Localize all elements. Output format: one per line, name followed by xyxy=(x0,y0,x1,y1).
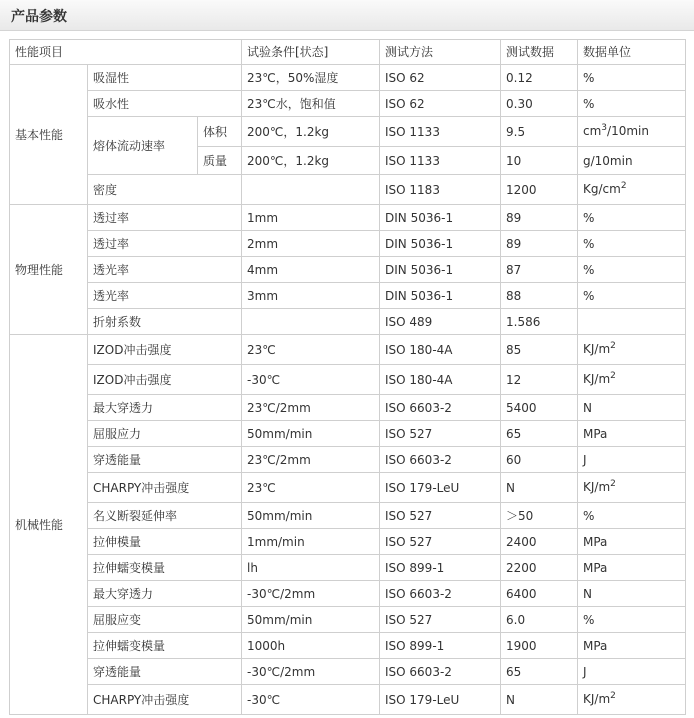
test-value: 89 xyxy=(501,231,578,257)
data-unit: MPa xyxy=(578,529,686,555)
data-unit: $KJ/m^2$ xyxy=(578,365,686,395)
test-value: 0.12 xyxy=(501,65,578,91)
test-condition: 50mm/min xyxy=(242,607,380,633)
test-condition: 1mm/min xyxy=(242,529,380,555)
item-name: IZOD冲击强度 xyxy=(88,365,242,395)
item-name: 折射系数 xyxy=(88,309,242,335)
item-name: 最大穿透力 xyxy=(88,581,242,607)
test-condition: -30℃/2mm xyxy=(242,581,380,607)
unit-superscript: 2 xyxy=(610,690,616,701)
table-row xyxy=(10,633,686,659)
test-value: 88 xyxy=(501,283,578,309)
test-value: N xyxy=(501,473,578,503)
test-condition: 50mm/min xyxy=(242,421,380,447)
test-condition xyxy=(242,309,380,335)
data-unit: % xyxy=(578,283,686,309)
test-value: 60 xyxy=(501,447,578,473)
item-name: CHARPY冲击强度 xyxy=(88,473,242,503)
item-name: 最大穿透力 xyxy=(88,395,242,421)
table-row xyxy=(10,365,686,395)
table-row xyxy=(10,283,686,309)
table-row xyxy=(10,309,686,335)
test-value: 2200 xyxy=(501,555,578,581)
unit-superscript: 2 xyxy=(610,370,616,381)
test-method: ISO 489 xyxy=(380,309,501,335)
item-name: 透过率 xyxy=(88,205,242,231)
test-condition: -30℃/2mm xyxy=(242,659,380,685)
unit-superscript: 2 xyxy=(620,180,627,191)
item-name: 透过率 xyxy=(88,231,242,257)
table-row xyxy=(10,529,686,555)
test-condition: 200℃，1.2kg xyxy=(242,147,380,175)
test-method: ISO 1133 xyxy=(380,147,501,175)
item-subname: 体积 xyxy=(198,117,242,147)
test-method: ISO 1183 xyxy=(380,175,501,205)
test-value: 85 xyxy=(501,335,578,365)
header-cell: 测试方法 xyxy=(380,40,501,65)
test-condition: 1mm xyxy=(242,205,380,231)
test-method: ISO 180-4A xyxy=(380,335,501,365)
item-name: 熔体流动速率 xyxy=(88,117,198,175)
test-method: ISO 6603-2 xyxy=(380,581,501,607)
table-row xyxy=(10,555,686,581)
item-name: 穿透能量 xyxy=(88,659,242,685)
test-method: ISO 179-LeU xyxy=(380,685,501,715)
item-name: IZOD冲击强度 xyxy=(88,335,242,365)
test-condition: 23℃水，饱和值 xyxy=(242,91,380,117)
item-name: 透光率 xyxy=(88,257,242,283)
test-value: 10 xyxy=(501,147,578,175)
data-unit: J xyxy=(578,659,686,685)
item-name: 名义断裂延伸率 xyxy=(88,503,242,529)
test-value: 2400 xyxy=(501,529,578,555)
item-name: 吸湿性 xyxy=(88,65,242,91)
table-row xyxy=(10,395,686,421)
test-method: ISO 899-1 xyxy=(380,555,501,581)
header-item: 性能项目 xyxy=(10,40,242,65)
item-name: 屈服应变 xyxy=(88,607,242,633)
item-name: 透光率 xyxy=(88,283,242,309)
table-row xyxy=(10,685,686,715)
unit-superscript: 2 xyxy=(610,340,616,351)
table-row xyxy=(10,175,686,205)
test-condition: 2mm xyxy=(242,231,380,257)
test-condition: lh xyxy=(242,555,380,581)
data-unit: $KJ/m^2$ xyxy=(578,473,686,503)
section-title: 产品参数 xyxy=(11,9,67,25)
table-row xyxy=(10,447,686,473)
data-unit xyxy=(578,309,686,335)
test-method: ISO 62 xyxy=(380,91,501,117)
data-unit: % xyxy=(578,231,686,257)
table-row xyxy=(10,607,686,633)
item-name: CHARPY冲击强度 xyxy=(88,685,242,715)
test-value: 12 xyxy=(501,365,578,395)
data-unit: % xyxy=(578,65,686,91)
test-condition: 23℃/2mm xyxy=(242,447,380,473)
product-params-table xyxy=(9,39,686,715)
table-row xyxy=(10,473,686,503)
data-unit: N xyxy=(578,395,686,421)
test-value: N xyxy=(501,685,578,715)
table-row xyxy=(10,231,686,257)
unit-superscript: 2 xyxy=(610,478,616,489)
table-row xyxy=(10,65,686,91)
test-value: 1900 xyxy=(501,633,578,659)
item-name: 拉伸蠕变模量 xyxy=(88,555,242,581)
table-row xyxy=(10,421,686,447)
data-unit: N xyxy=(578,581,686,607)
test-value: 1.586 xyxy=(501,309,578,335)
data-unit: % xyxy=(578,205,686,231)
test-condition: 23℃，50%湿度 xyxy=(242,65,380,91)
test-condition: 50mm/min xyxy=(242,503,380,529)
data-unit: MPa xyxy=(578,421,686,447)
test-method: ISO 527 xyxy=(380,503,501,529)
test-condition: -30℃ xyxy=(242,685,380,715)
test-method: ISO 1133 xyxy=(380,117,501,147)
header-cell: 测试数据 xyxy=(501,40,578,65)
data-unit: % xyxy=(578,607,686,633)
table-row xyxy=(10,503,686,529)
test-method: DIN 5036-1 xyxy=(380,205,501,231)
test-method: ISO 62 xyxy=(380,65,501,91)
test-method: ISO 180-4A xyxy=(380,365,501,395)
test-method: ISO 6603-2 xyxy=(380,447,501,473)
data-unit: % xyxy=(578,257,686,283)
data-unit: % xyxy=(578,91,686,117)
test-value: 87 xyxy=(501,257,578,283)
table-header-row xyxy=(10,40,686,65)
data-unit: MPa xyxy=(578,633,686,659)
test-condition: 200℃，1.2kg xyxy=(242,117,380,147)
test-value: 0.30 xyxy=(501,91,578,117)
test-condition: 1000h xyxy=(242,633,380,659)
test-method: ISO 527 xyxy=(380,607,501,633)
test-method: ISO 179-LeU xyxy=(380,473,501,503)
test-condition xyxy=(242,175,380,205)
data-unit: $cm^3/10\min$ xyxy=(578,117,686,147)
test-value: 1200 xyxy=(501,175,578,205)
test-method: ISO 527 xyxy=(380,421,501,447)
group-name: 机械性能 xyxy=(10,335,88,715)
test-value: 6.0 xyxy=(501,607,578,633)
test-condition: 4mm xyxy=(242,257,380,283)
test-condition: -30℃ xyxy=(242,365,380,395)
unit-superscript: 3 xyxy=(601,122,608,133)
test-method: ISO 899-1 xyxy=(380,633,501,659)
test-value: 65 xyxy=(501,659,578,685)
table-row xyxy=(10,581,686,607)
item-name: 拉伸模量 xyxy=(88,529,242,555)
item-name: 吸水性 xyxy=(88,91,242,117)
data-unit: $KJ/m^2$ xyxy=(578,335,686,365)
test-value: 6400 xyxy=(501,581,578,607)
item-name: 屈服应力 xyxy=(88,421,242,447)
test-value: 5400 xyxy=(501,395,578,421)
header-cell: 数据单位 xyxy=(578,40,686,65)
test-condition: 23℃ xyxy=(242,335,380,365)
test-value: ＞50 xyxy=(501,503,578,529)
table-row xyxy=(10,335,686,365)
test-condition: 3mm xyxy=(242,283,380,309)
data-unit: MPa xyxy=(578,555,686,581)
item-name: 穿透能量 xyxy=(88,447,242,473)
test-condition: 23℃ xyxy=(242,473,380,503)
test-method: DIN 5036-1 xyxy=(380,283,501,309)
table-row xyxy=(10,117,686,147)
test-method: DIN 5036-1 xyxy=(380,257,501,283)
test-condition: 23℃/2mm xyxy=(242,395,380,421)
data-unit: J xyxy=(578,447,686,473)
test-value: 65 xyxy=(501,421,578,447)
table-row xyxy=(10,91,686,117)
table-row xyxy=(10,257,686,283)
data-unit: $KJ/m^2$ xyxy=(578,685,686,715)
data-unit: $Kg/cm^2$ xyxy=(578,175,686,205)
table-row xyxy=(10,205,686,231)
test-value: 9.5 xyxy=(501,117,578,147)
data-unit: g/10min xyxy=(578,147,686,175)
item-subname: 质量 xyxy=(198,147,242,175)
test-method: DIN 5036-1 xyxy=(380,231,501,257)
section-header xyxy=(0,0,694,31)
test-method: ISO 6603-2 xyxy=(380,395,501,421)
item-name: 密度 xyxy=(88,175,242,205)
group-name: 物理性能 xyxy=(10,205,88,335)
group-name: 基本性能 xyxy=(10,65,88,205)
item-name: 拉伸蠕变模量 xyxy=(88,633,242,659)
test-method: ISO 527 xyxy=(380,529,501,555)
test-value: 89 xyxy=(501,205,578,231)
header-cell: 试验条件[状态] xyxy=(242,40,380,65)
data-unit: % xyxy=(578,503,686,529)
table-row xyxy=(10,659,686,685)
test-method: ISO 6603-2 xyxy=(380,659,501,685)
